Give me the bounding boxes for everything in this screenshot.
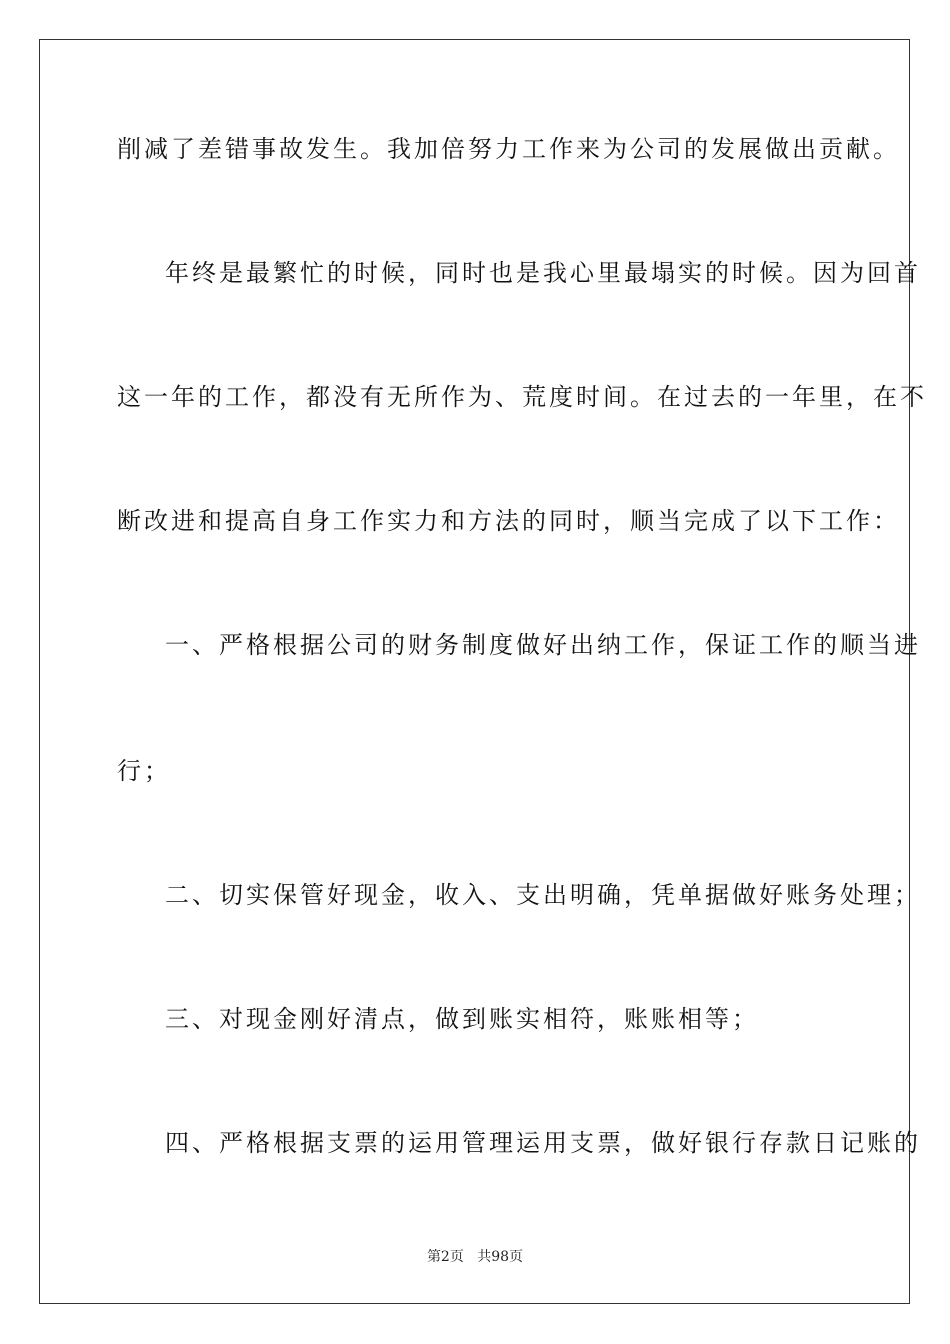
body-line-7: 二、切实保管好现金，收入、支出明确，凭单据做好账务处理； bbox=[165, 881, 921, 909]
body-line-8: 三、对现金刚好清点，做到账实相符，账账相等； bbox=[165, 1005, 759, 1033]
body-line-4: 断改进和提高自身工作实力和方法的同时，顺当完成了以下工作： bbox=[117, 507, 900, 535]
body-line-9: 四、严格根据支票的运用管理运用支票，做好银行存款日记账的 bbox=[165, 1129, 921, 1157]
body-line-5: 一、严格根据公司的财务制度做好出纳工作，保证工作的顺当进 bbox=[165, 631, 921, 659]
page-frame bbox=[39, 39, 910, 1304]
body-line-3: 这一年的工作，都没有无所作为、荒度时间。在过去的一年里，在不 bbox=[117, 383, 927, 411]
page-total: 共98页 bbox=[477, 1249, 524, 1265]
body-line-1: 削减了差错事故发生。我加倍努力工作来为公司的发展做出贡献。 bbox=[117, 135, 900, 163]
body-line-2: 年终是最繁忙的时候，同时也是我心里最塌实的时候。因为回首 bbox=[165, 259, 921, 287]
page-number: 第2页 bbox=[426, 1249, 464, 1265]
body-line-6: 行； bbox=[117, 757, 171, 785]
page-footer bbox=[0, 1248, 950, 1266]
